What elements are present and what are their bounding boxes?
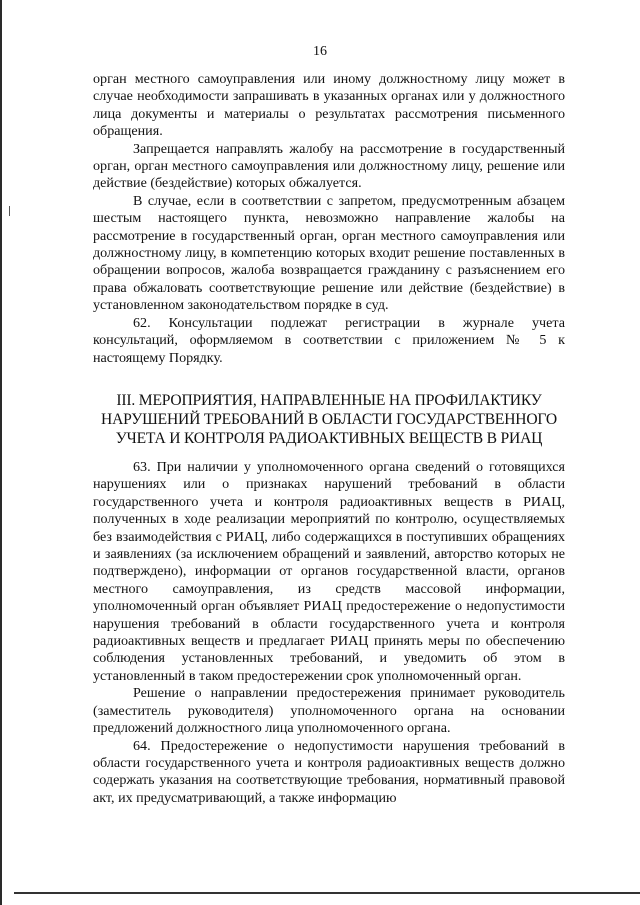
paragraph-continuation: орган местного самоуправления или иному должностному лицу может в случае необходимости запрашивать в указанных органах или у должностного лица документы и материалы о результатах рассмотрения письменного обращения. <box>93 71 565 140</box>
paragraph-62: 62. Консультации подлежат регистрации в журнале учета консультаций, оформляемом в соответствии с приложением № 5 к настоящему Порядку. <box>93 314 565 366</box>
paragraph-complaint-prohibition: Запрещается направлять жалобу на рассмотрение в государственный орган, орган местного самоуправления или должностному лицу, решение или действие (бездействие) которых обжалуется. <box>93 140 565 192</box>
text-block-top <box>93 71 565 367</box>
scan-left-edge <box>0 0 2 905</box>
section-title: III. МЕРОПРИЯТИЯ, НАПРАВЛЕННЫЕ НА ПРОФИЛАКТИКУ НАРУШЕНИЙ ТРЕБОВАНИЙ В ОБЛАСТИ ГОСУДАРСТВЕННОГО УЧЕТА И КОНТРОЛЯ РАДИОАКТИВНЫХ ВЕЩЕСТВ В РИАЦ <box>101 392 557 447</box>
page-number: 16 <box>313 44 327 59</box>
paragraph-warning-decision: Решение о направлении предостережения принимает руководитель (заместитель руководителя) уполномоченного органа на основании предложений должностного лица уполномоченного органа. <box>93 685 565 737</box>
paragraph-complaint-return: В случае, если в соответствии с запретом, предусмотренным абзацем шестым настоящего пункта, невозможно направление жалобы на рассмотрение в государственный орган, орган местного самоуправления или должностному лицу, в компетенцию которых входит решение поставленных в обращении вопросов, жалоба возвращается гражданину с разъяснением его права обжаловать соответствующие решение или действие (бездействие) в установленном законодательством порядке в суд. <box>93 192 565 314</box>
text-block-bottom <box>93 459 565 807</box>
paragraph-64: 64. Предостережение о недопустимости нарушения требований в области государственного учета и контроля радиоактивных веществ должно содержать указания на соответствующие требования, нормативный правовой акт, их предусматривающий, а также информацию <box>93 737 565 806</box>
scan-margin-mark <box>9 206 10 216</box>
paragraph-63: 63. При наличии у уполномоченного органа сведений о готовящихся нарушениях или о признаках нарушений требований в области государственного учета и контроля радиоактивных веществ в РИАЦ, полученных в ходе реализации мероприятий по контролю, осуществляемых без взаимодействия с РИАЦ, либо содержащихся в поступивших обращениях и заявлениях (за исключением обращений и заявлений, авторство которых не подтверждено), информации от органов государственной власти, органов местного самоуправления, из средств массовой информации, уполномоченный орган объявляет РИАЦ предостережение о недопустимости нарушения требований в области государственного учета и контроля радиоактивных веществ и предлагает РИАЦ принять меры по обеспечению соблюдения установленных требований, и уведомить об этом в установленный в таком предостережении срок уполномоченный орган. <box>93 459 565 684</box>
scan-bottom-edge <box>14 892 640 894</box>
